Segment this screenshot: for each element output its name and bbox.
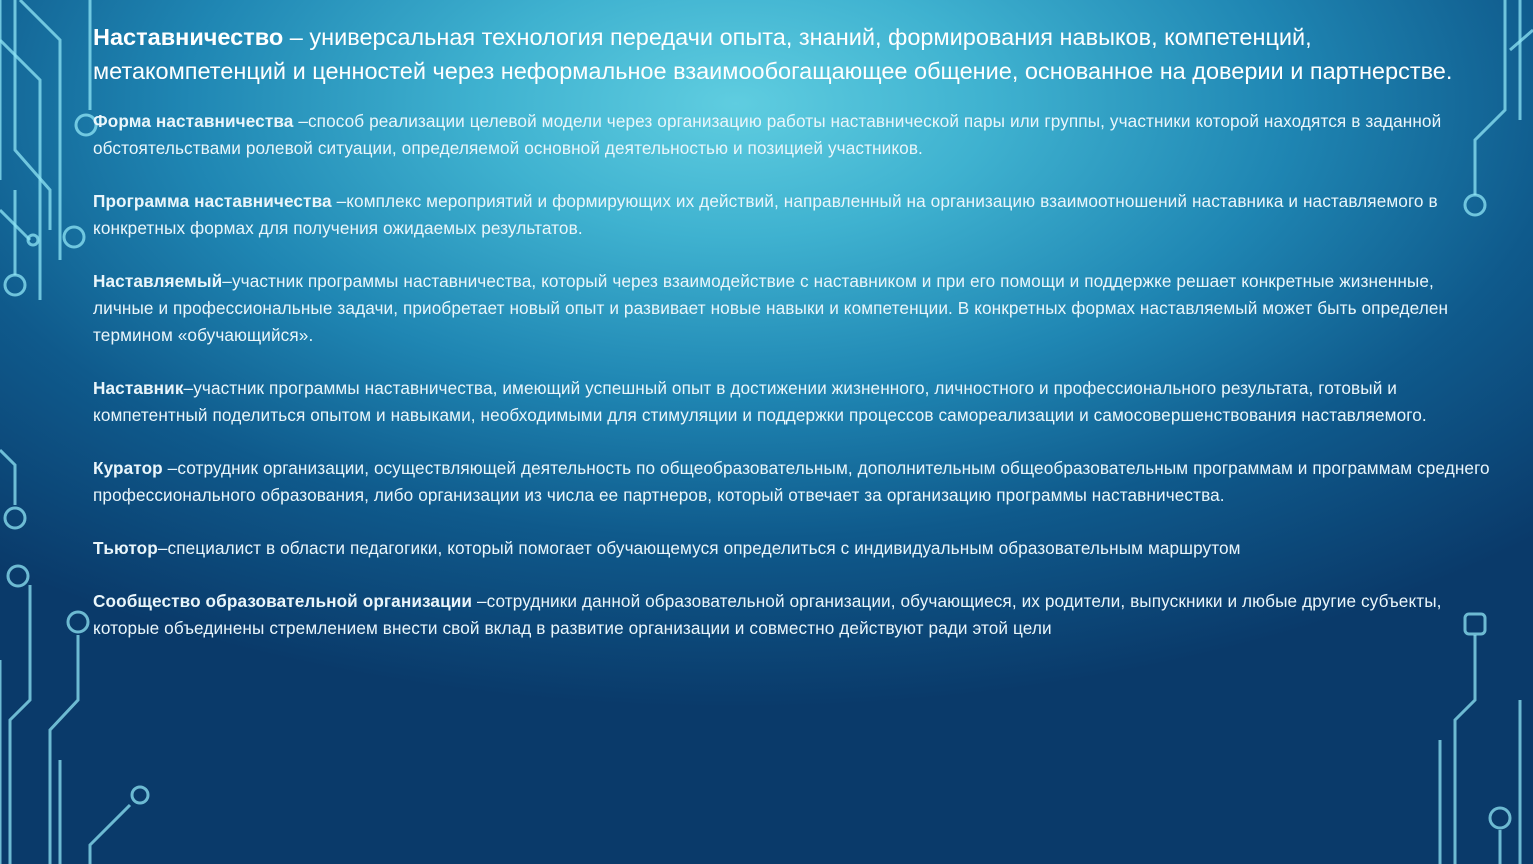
definition-text: –участник программы наставничества, который через взаимодействие с наставником и при его помощи и поддержке решает конкретные жизненные, личные и профессиональные задачи, приобретает новый опыт и развивает новые навыки и компетенции. В конкретных формах наставляемый может быть определен термином «обучающийся». (93, 271, 1449, 345)
definition-text: –способ реализации целевой модели через организацию работы наставнической пары или группы, участники которой находятся в заданной обстоятельствами ролевой ситуации, определяемой основной деятельностью и позицией участников. (93, 111, 1442, 158)
definition-term: Наставляемый (93, 271, 223, 291)
definition-community (93, 588, 1493, 642)
definition-term: Куратор (93, 458, 168, 478)
lead-term: Наставничество (93, 24, 284, 50)
definition-text: –комплекс мероприятий и формирующих их действий, направленный на организацию взаимоотношений наставника и наставляемого в конкретных формах для получения ожидаемых результатов. (93, 191, 1438, 238)
definition-term: Тьютор (93, 538, 158, 558)
definition-tutor (93, 535, 1493, 562)
definition-form (93, 108, 1493, 162)
definition-term: Программа наставничества (93, 191, 337, 211)
definition-term: Форма наставничества (93, 111, 299, 131)
definition-curator (93, 455, 1493, 509)
slide-content (93, 20, 1493, 642)
definition-text: –участник программы наставничества, имеющий успешный опыт в достижении жизненного, личностного и профессионального результата, готовый и компетентный поделиться опытом и навыками, необходимыми для стимуляции и поддержки процессов самореализации и самосовершенствования наставляемого. (93, 378, 1427, 425)
definition-text: –сотрудники данной образовательной организации, обучающиеся, их родители, выпускники и любые другие субъекты, которые объединены стремлением внести свой вклад в развитие организации и совместно действуют ради этой цели (93, 591, 1442, 638)
definition-mentor (93, 375, 1493, 429)
definition-program (93, 188, 1493, 242)
definition-term: Сообщество образовательной организации (93, 591, 477, 611)
definition-mentee (93, 268, 1493, 349)
definition-text: –сотрудник организации, осуществляющей деятельность по общеобразовательным, дополнительным общеобразовательным программам и программам среднего профессионального образования, либо организации из числа ее партнеров, который отвечает за организацию программы наставничества. (93, 458, 1490, 505)
definition-term: Наставник (93, 378, 184, 398)
lead-text: – универсальная технология передачи опыта, знаний, формирования навыков, компетенций, метакомпетенций и ценностей через неформальное взаимообогащающее общение, основанное на доверии и партнерстве. (93, 24, 1453, 84)
lead-definition (93, 20, 1493, 88)
definition-text: –специалист в области педагогики, который помогает обучающемуся определиться с индивидуальным образовательным маршрутом (157, 538, 1241, 558)
